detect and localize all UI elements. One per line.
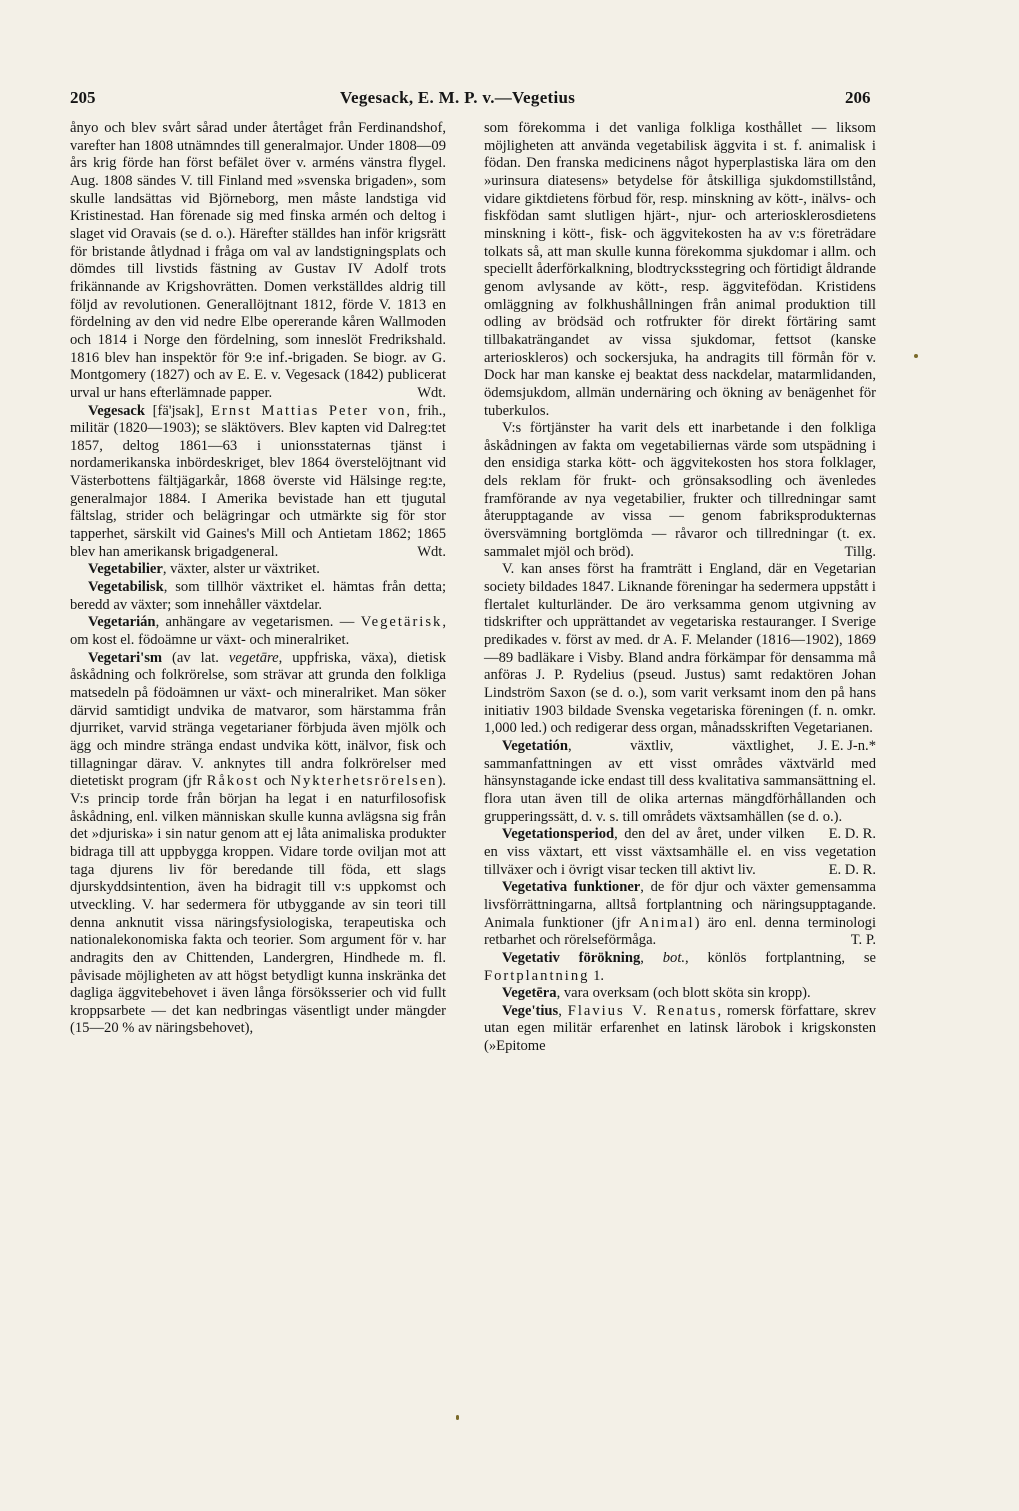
entry-vegesack-continued: ånyo och blev svårt sårad under återtåget från Ferdinandshof, varefter han 1808 utnämndes till generalmajor. Under 1808—09 års krig förde han först befälet över v. arméns vänstra flygel. Aug. 1808 sändes V. till Finland med »svenska brigaden», som skulle landsättas vid Björneborg, men måste landstiga vid Kristinestad. Han förenade sig med finska armén och deltog i slaget vid Oravais (se d. o.). Härefter ställdes han inför krigsrätt för bristande åtlydnad i fråga om val av landstigningsplats och dömdes till livstids fästning av Gustav IV Adolf trots frikännande av Krigshovrätten. Domen verkställdes aldrig till följd av revolutionen. Generallöjtnant 1812, förde V. 1813 en fördelning av den vid nedre Elbe opererande kåren Wallmoden och 1814 i Norge den fördelning, som inneslöt Fredrikshald. 1816 blev han inspektör för 9:e inf.-brigaden. Se biogr. av G. Montgomery (1827) och av E. E. v. Vegesack (1842) publicerat urval ur hans efterlämnade papper. Wdt. xyxy=(70,120,446,401)
headword: Vegetativa funktioner xyxy=(502,879,641,896)
entry-vegetarian: Vegetarián, anhängare av vegetarismen. — Vegetärisk, om kost el. födoämne ur växt- och mineralriket. xyxy=(70,614,446,649)
author-signature: E. D. R. xyxy=(828,861,876,878)
entry-vegetera: Vegetēra, vara overksam (och blott sköta sin kropp). xyxy=(502,985,811,1002)
headword: Vegetatión xyxy=(502,737,568,754)
latin-term: vegetāre xyxy=(228,649,279,666)
entry-vegetarism-continued: som förekomma i det vanliga folkliga kosthållet — liksom möjligheten att använda vegetabilisk äggvita i st. f. animalisk i födan. Den franska medicinens något hyperplastiska lära om den »urinsura diatesens» betydelse för åtskilliga sjukdomstillstånd, vidare giktdietens förbud för, resp. minskning av kött-, inälvs- och fiskfödan samt slutligen hjärt-, njur- och arteriosklerosdietens minskning i kött-, fisk- och äggvitekosten ha av v:s företrädare tolkats så, att man skulle kunna förekomma sjukdomar i allm. och speciellt åderförkalkning, blodtrycksstegring och förtidigt åldrande genom avlysande av kött-, resp. äggvitefödan. Kristidens omläggning av folkhushållningen från animal produktion till odling av brödsäd och rotfrukter för direkt förtäring samt tillbakaträngandet av vissa sjukdomar, fettsot (kanske arterioskleros) och sockersjuka, ha andragits till förmån för v. Dock har man kanske ej beaktat dess nackdelar, matarmlidanden, ödemsjukdom, allmän undernäring och ökning av benägenhet för tuberkulos. xyxy=(484,120,876,419)
headword: Vegetēra xyxy=(502,985,557,1002)
author-signature: Wdt. xyxy=(417,543,446,560)
author-signature: Wdt. xyxy=(417,384,446,401)
entry-vegetativa-funktioner: Vegetativa funktioner, de för djur och växter gemensamma livsförrättningarna, alltså fortplantning och näringsupptagande. Animala funktioner (jfr Animal) äro enl. denna terminologi retbarhet och rörelseförmåga. T. P. xyxy=(484,879,877,949)
entry-vegetationsperiod: Vegetationsperiod, den del av året, under vilken en viss växtart, ett visst växtsamhälle el. en viss vegetation tillväxer och i övrigt visar tecken till aktivt liv. E. D. R. xyxy=(484,826,876,878)
left-column xyxy=(70,120,446,1038)
entry-vegetabilier: Vegetabilier, växter, alster ur växtriket. xyxy=(88,561,320,578)
entry-vegesack-ernst: Vegesack [fä'jsak], Ernst Mattias Peter von, frih., militär (1820—1903); se släktövers. Blev kapten vid Dalreg:tet 1857, deltog 1861—63 i unionsstaternas tjänst i nordamerikanska inbördeskriget, blev 1864 överstelöjtnant vid Västerbottens fältjägarkår, 1868 överste vid Hälsinge reg:te, generalmajor 1884. I Amerika bevistade han ett tjugutal fältslag, strider och belägringar och utmärkte sig för stor tapperhet, särskilt vid Gaines's Mill och Antietam 1862; 1865 blev han amerikansk brigadgeneral. Wdt. xyxy=(70,402,446,560)
cross-reference: Nykterhetsrörelsen xyxy=(290,773,438,790)
entry-vegetarism-merits: V:s förtjänster ha varit dels ett inarbetande i den folkliga åskådningen av fakta om vegetabiliernas värde som utspädning i den ensidiga starka kött- och äggvitekosten hos stora folklager, dels reklam för frukt- och grönsaksodling och ävenledes framförande av nya vegetabilier, frukter och tillredningar samt återupptagande av vissa — genom fabriksprodukternas översvämning bortglömda — råvaror och tillredningar (t. ex. sammalet mjöl och bröd). Tillg. xyxy=(484,420,876,560)
headword: Vegetabilisk xyxy=(88,579,164,596)
headword: Vegetari'sm xyxy=(88,649,163,666)
entry-vegetation: Vegetatión, växtliv, växtlighet, sammanfattningen av ett visst områdes växtvärld med hänsynstagande icke endast till dess kvalitativa sammansättning el. flora utan även till de olika arternas mängdförhållanden och grupperingssätt, d. v. s. till områdets växtsamhällen (se d. o.). E. D. R. xyxy=(484,737,876,843)
headword: Vegetationsperiod xyxy=(502,826,615,843)
entry-vegetius: Vege'tius, Flavius V. Renatus, romersk författare, skrev utan egen militär erfarenhet en latinsk lärobok i krigskonsten (»Epitome xyxy=(484,1002,876,1055)
header-title: Vegesack, E. M. P. v.—Vegetius xyxy=(340,88,576,107)
page-number-right: 206 xyxy=(845,88,871,107)
subject-abbreviation: bot. xyxy=(662,949,686,966)
page-number-left: 205 xyxy=(70,88,96,107)
person-name: Flavius V. Renatus xyxy=(567,1002,718,1019)
cross-reference: Fortplantning xyxy=(484,967,590,984)
spaced-term: Vegetärisk xyxy=(360,614,443,631)
author-signature: E. D. R. xyxy=(828,826,876,843)
headword: Vegesack xyxy=(88,402,146,419)
margin-speck xyxy=(914,354,918,358)
author-signature: T. P. xyxy=(850,932,876,949)
cross-reference: Råkost xyxy=(206,773,260,790)
person-name: Ernst Mattias Peter von xyxy=(211,402,407,419)
margin-speck xyxy=(456,1415,459,1420)
cross-reference: Animal xyxy=(638,914,695,931)
right-column xyxy=(484,120,876,1056)
entry-vegetarism-history: V. kan anses först ha framträtt i England, där en Vegetarian society bildades 1847. Liknande föreningar ha sedermera uppstått i flertalet kulturländer. De äro verksamma genom utgivning av tidskrifter och upprättandet av vegetariska restauranger. I Sverige predikades v. först av med. dr A. F. Melander (1816—1902), 1869—89 badläkare i Visby. Bland andra förkämpar för densamma må anföras J. P. Rydelius (pseud. Justus) samt redaktören Johan Lindström Saxon (se d. o.), som varit verksamt inom den på hans initiativ 1903 bildade Svenska vegetariska föreningen (f. n. omkr. 1,000 led.) och redigerar dess organ, månadsskriften Vegetarianen. J. E. J-n.* xyxy=(484,561,876,754)
author-signature: Tillg. xyxy=(844,543,876,560)
running-header xyxy=(70,88,880,112)
headword: Vege'tius xyxy=(502,1002,559,1019)
author-signature: J. E. J-n.* xyxy=(818,737,876,754)
entry-vegetarism: Vegetari'sm (av lat. vegetāre, uppfriska, växa), dietisk åskådning och folkrörelse, som strävar att grunda den folkliga matsedeln på födoämnen ur växt- och mineralriket. Man söker därvid samtidigt undvika de matvaror, som härstamma från djurriket, varvid stränga vegetarianer förbjuda även mjölk och ägg och mindre stränga endast undvika kött, inälvor, fisk och tillagningar därav. V. anknytes till andra folkrörelser med dietetiskt program (jfr Råkost och Nykterhetsrörelsen). V:s princip torde från början ha legat i en naturfilosofisk åskådning, enl. vilken människan skulle kunna avlägsna sig från det »djuriska» i sin natur genom att ej låta animaliska produkter bidraga till att uppbygga kroppen. Vidare torde oviljan mot att taga djurens liv för beredande till föda, ett slags djurskyddsintention, även ha bidragit till v:s uppkomst och utveckling. V. har sedermera för utbyggande av sin teori till denna anknutit vissa näringsfysiologiska, terapeutiska och nationalekonomiska fakta och teorier. Som argument för v. har andragits den av Chittenden, Landergren, Hindhede m. fl. påvisade möjligheten av att högst betydligt kunna inskränka det dagliga äggvitebehovet i även långa försöksserier och vid fullt kroppsarbete — det kan nedbringas väsentligt under mängder (15—20 % av näringsbehovet), xyxy=(70,649,446,1037)
headword: Vegetativ förökning xyxy=(502,949,641,966)
entry-vegetabilisk: Vegetabilisk, som tillhör växtriket el. hämtas från detta; beredd av växter; som innehåller växtdelar. xyxy=(70,579,446,613)
entry-vegetativ-forokning: Vegetativ förökning, bot., könlös fortplantning, se Fortplantning 1. xyxy=(484,949,876,984)
headword: Vegetabilier xyxy=(88,561,163,578)
headword: Vegetarián xyxy=(88,614,156,631)
